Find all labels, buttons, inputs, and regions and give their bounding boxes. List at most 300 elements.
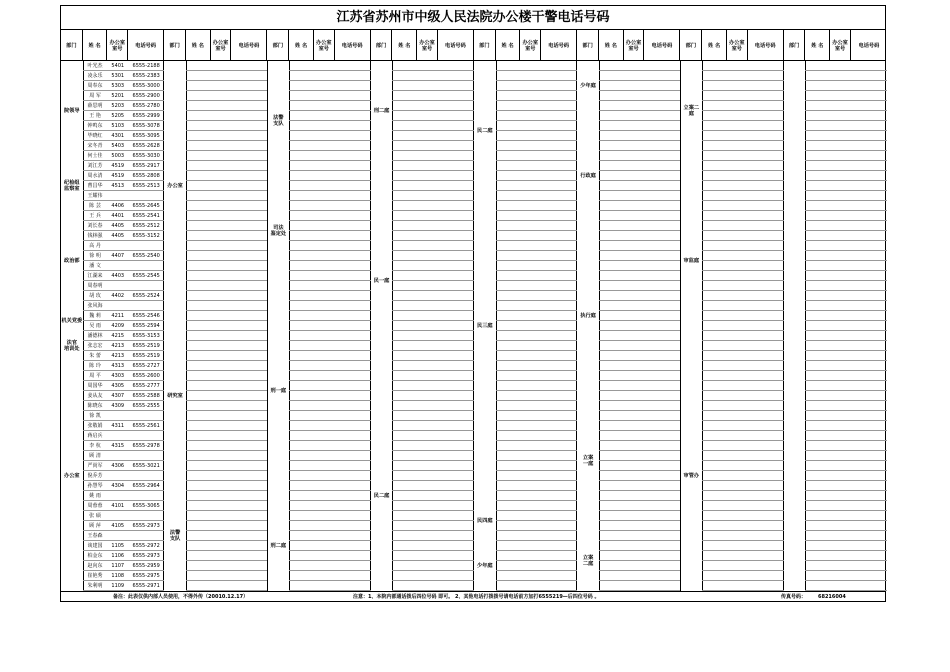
page-title: 江苏省苏州市中级人民法院办公楼干警电话号码 — [61, 6, 885, 30]
table-row — [805, 241, 887, 251]
table-row — [392, 531, 474, 541]
table-row — [186, 141, 268, 151]
table-row — [289, 421, 371, 431]
table-row — [599, 171, 681, 181]
table-row — [496, 531, 578, 541]
table-row — [289, 361, 371, 371]
phone-cell: 6555-2541 — [132, 212, 160, 219]
name-cell: 张风海 — [87, 303, 103, 309]
table-row — [392, 491, 474, 501]
table-row — [83, 211, 165, 221]
table-row — [289, 291, 371, 301]
table-row — [496, 141, 578, 151]
phone-cell: 6555-2540 — [132, 252, 160, 259]
phone-cell — [128, 471, 164, 480]
table-row — [496, 551, 578, 561]
table-row — [83, 381, 165, 391]
table-row — [702, 281, 784, 291]
table-row — [289, 311, 371, 321]
room-cell: 1105 — [111, 542, 125, 549]
phone-cell: 6555-2900 — [132, 92, 160, 99]
name-cell: 姚 雨 — [89, 493, 101, 499]
phone-cell: 6555-3021 — [132, 462, 160, 469]
table-row — [496, 571, 578, 581]
table-row — [599, 211, 681, 221]
table-row — [186, 261, 268, 271]
table-row — [186, 521, 268, 531]
table-row — [83, 71, 165, 81]
name-cell: 顾 清 — [89, 453, 101, 459]
table-row — [805, 471, 887, 481]
table-row — [496, 331, 578, 341]
table-row — [186, 231, 268, 241]
column-group — [61, 61, 164, 591]
table-row — [83, 81, 165, 91]
header-cell: 电话号码 — [644, 30, 680, 61]
table-row — [186, 91, 268, 101]
table-row — [805, 491, 887, 501]
dept-label: 机关党委 — [61, 318, 83, 324]
header-cell: 部门 — [784, 30, 806, 61]
table-row — [186, 411, 268, 421]
table-row — [83, 521, 165, 531]
room-cell: 5205 — [111, 112, 125, 119]
table-row — [599, 111, 681, 121]
table-row — [805, 311, 887, 321]
room-cell: 4305 — [111, 382, 125, 389]
table-row — [496, 111, 578, 121]
table-row — [496, 201, 578, 211]
room-cell: 5003 — [111, 152, 125, 159]
table-row — [702, 391, 784, 401]
table-row — [805, 421, 887, 431]
table-row — [805, 331, 887, 341]
table-row — [392, 291, 474, 301]
table-row — [805, 181, 887, 191]
table-row — [289, 371, 371, 381]
table-row — [392, 541, 474, 551]
room-cell: 5203 — [111, 102, 125, 109]
table-row — [805, 261, 887, 271]
table-row — [702, 351, 784, 361]
table-row — [599, 451, 681, 461]
table-row — [83, 451, 165, 461]
table-row — [702, 161, 784, 171]
column-group — [371, 61, 474, 591]
table-row — [186, 211, 268, 221]
dept-label: 法官 培训处 — [64, 340, 80, 352]
dept-label: 少年庭 — [477, 563, 493, 569]
table-row — [702, 61, 784, 71]
table-row — [702, 521, 784, 531]
table-row — [496, 181, 578, 191]
table-row — [392, 211, 474, 221]
header-cell: 部门 — [164, 30, 186, 61]
room-cell — [107, 411, 128, 420]
name-cell: 何士佳 — [87, 153, 103, 159]
footer-note-mid: 注意：1、本院内部通话拨后四位号码 即可。 2、其他电话打拨拨号请电话前方加打6555219—后四位号码 。 — [353, 594, 600, 600]
table-row — [289, 411, 371, 421]
room-cell: 4307 — [111, 392, 125, 399]
table-row — [496, 431, 578, 441]
table-row — [289, 101, 371, 111]
table-row — [392, 351, 474, 361]
table-row — [599, 401, 681, 411]
table-row — [83, 551, 165, 561]
table-row — [805, 531, 887, 541]
table-row — [83, 511, 165, 521]
table-row — [289, 441, 371, 451]
table-row — [496, 231, 578, 241]
table-row — [289, 561, 371, 571]
room-cell: 1109 — [111, 582, 125, 589]
dept-label: 纪检组 监察室 — [64, 180, 80, 192]
table-row — [599, 371, 681, 381]
name-cell: 刘长春 — [87, 223, 103, 229]
name-cell: 潘德林 — [87, 333, 103, 339]
table-row — [702, 201, 784, 211]
room-cell: 4304 — [111, 482, 125, 489]
name-cell: 周水清 — [87, 173, 103, 179]
phone-cell — [128, 511, 164, 520]
name-cell: 王 艳 — [89, 113, 101, 119]
table-row — [496, 71, 578, 81]
table-row — [496, 281, 578, 291]
table-row — [805, 481, 887, 491]
table-row — [392, 251, 474, 261]
table-row — [496, 341, 578, 351]
table-row — [805, 501, 887, 511]
name-cell: 周 平 — [89, 373, 101, 379]
table-row — [805, 101, 887, 111]
name-cell: 顾 萍 — [89, 523, 101, 529]
table-row — [599, 421, 681, 431]
phone-cell — [128, 411, 164, 420]
table-row — [496, 261, 578, 271]
phone-cell: 6555-3000 — [132, 82, 160, 89]
table-row — [805, 191, 887, 201]
fax-number: 68216004 — [818, 594, 846, 600]
table-row — [186, 401, 268, 411]
table-row — [83, 351, 165, 361]
table-row — [599, 571, 681, 581]
table-row — [496, 311, 578, 321]
table-row — [805, 441, 887, 451]
dept-label: 民二庭 — [477, 128, 493, 134]
table-row — [392, 561, 474, 571]
table-row — [83, 151, 165, 161]
table-row — [289, 431, 371, 441]
table-row — [599, 161, 681, 171]
table-row — [289, 521, 371, 531]
room-cell: 4301 — [111, 132, 125, 139]
table-row — [702, 481, 784, 491]
phone-cell: 6555-2975 — [132, 572, 160, 579]
table-row — [496, 211, 578, 221]
table-row — [289, 111, 371, 121]
table-row — [392, 361, 474, 371]
phone-cell: 6555-2917 — [132, 162, 160, 169]
table-row — [599, 511, 681, 521]
table-row — [496, 391, 578, 401]
table-row — [496, 371, 578, 381]
room-cell — [107, 191, 128, 200]
phone-cell: 6555-2383 — [132, 72, 160, 79]
dept-label: 研究室 — [167, 393, 183, 399]
table-row — [496, 451, 578, 461]
name-cell: 胡 玫 — [89, 293, 101, 299]
table-row — [186, 71, 268, 81]
table-row — [702, 371, 784, 381]
table-row — [186, 181, 268, 191]
table-row — [186, 221, 268, 231]
header-cell: 部门 — [577, 30, 599, 61]
dept-label: 院领导 — [64, 108, 80, 114]
table-row — [702, 441, 784, 451]
table-row — [702, 101, 784, 111]
table-row — [496, 581, 578, 591]
table-row — [83, 501, 165, 511]
header-cell: 姓 名 — [702, 30, 727, 61]
table-row — [392, 261, 474, 271]
table-row — [599, 561, 681, 571]
table-row — [83, 491, 165, 501]
table-row — [392, 271, 474, 281]
name-cell: 钱林强 — [87, 233, 103, 239]
room-cell: 1107 — [111, 562, 125, 569]
name-cell: 陈 玲 — [89, 363, 101, 369]
phone-cell: 6555-2959 — [132, 562, 160, 569]
table-row — [289, 241, 371, 251]
phone-cell: 6555-2777 — [132, 382, 160, 389]
table-row — [496, 191, 578, 201]
table-row — [599, 431, 681, 441]
table-row — [702, 501, 784, 511]
table-row — [805, 141, 887, 151]
table-row — [392, 451, 474, 461]
phone-cell: 6555-2645 — [132, 202, 160, 209]
header-cell: 办公室 室号 — [727, 30, 748, 61]
name-cell: 高 丹 — [89, 243, 101, 249]
room-cell: 4209 — [111, 322, 125, 329]
phone-cell: 6555-2973 — [132, 552, 160, 559]
dept-label: 民三庭 — [477, 323, 493, 329]
table-row — [599, 481, 681, 491]
table-row — [83, 191, 165, 201]
table-row — [392, 141, 474, 151]
table-row — [289, 461, 371, 471]
table-row — [83, 441, 165, 451]
header-cell: 姓 名 — [805, 30, 830, 61]
name-cell: 吴 雨 — [89, 323, 101, 329]
table-row — [805, 171, 887, 181]
table-row — [186, 581, 268, 591]
header-cell: 部门 — [268, 30, 290, 61]
table-row — [289, 181, 371, 191]
room-cell: 4313 — [111, 362, 125, 369]
table-row — [805, 161, 887, 171]
table-row — [392, 191, 474, 201]
table-row — [702, 231, 784, 241]
name-cell: 倪乔芳 — [87, 473, 103, 479]
table-row — [392, 111, 474, 121]
phone-cell — [128, 241, 164, 250]
room-cell: 4105 — [111, 522, 125, 529]
table-row — [392, 81, 474, 91]
name-cell: 朱利明 — [87, 583, 103, 589]
phone-cell: 6555-2513 — [132, 182, 160, 189]
phone-cell — [128, 281, 164, 290]
table-row — [599, 541, 681, 551]
table-row — [805, 431, 887, 441]
table-row — [496, 501, 578, 511]
name-cell: 王耀伟 — [87, 193, 103, 199]
table-row — [83, 361, 165, 371]
table-row — [599, 461, 681, 471]
name-cell: 宋冬青 — [87, 143, 103, 149]
table-row — [599, 201, 681, 211]
table-row — [805, 381, 887, 391]
table-row — [702, 581, 784, 591]
table-row — [289, 401, 371, 411]
header-cell: 姓 名 — [83, 30, 108, 61]
table-row — [599, 261, 681, 271]
table-row — [702, 181, 784, 191]
table-row — [289, 271, 371, 281]
table-row — [392, 401, 474, 411]
phone-cell: 6555-3153 — [132, 332, 160, 339]
dept-label: 少年庭 — [580, 83, 596, 89]
dept-label: 法警 支队 — [273, 115, 284, 127]
table-row — [392, 121, 474, 131]
table-row — [599, 501, 681, 511]
table-row — [186, 441, 268, 451]
table-row — [599, 241, 681, 251]
phone-cell: 6555-2964 — [132, 482, 160, 489]
table-row — [702, 331, 784, 341]
footer-note-left: 备注：此表仅供内部人员使用，不得外传（20010.12.17） — [113, 594, 249, 600]
dept-label: 审监庭 — [683, 258, 700, 264]
table-row — [83, 301, 165, 311]
table-row — [805, 461, 887, 471]
table-row — [599, 191, 681, 201]
table-row — [496, 511, 578, 521]
table-row — [289, 231, 371, 241]
dept-label: 刑一庭 — [270, 388, 287, 394]
table-row — [805, 371, 887, 381]
table-row — [496, 251, 578, 261]
table-row — [186, 341, 268, 351]
table-row — [599, 231, 681, 241]
room-cell: 4519 — [111, 162, 125, 169]
room-cell: 1106 — [111, 552, 125, 559]
header-row — [61, 30, 885, 61]
table-row — [186, 541, 268, 551]
table-row — [83, 131, 165, 141]
table-row — [496, 471, 578, 481]
phone-cell: 6555-2512 — [132, 222, 160, 229]
table-row — [83, 171, 165, 181]
table-row — [599, 141, 681, 151]
table-row — [186, 291, 268, 301]
table-row — [599, 81, 681, 91]
room-cell: 4306 — [111, 462, 125, 469]
table-row — [496, 351, 578, 361]
table-row — [702, 91, 784, 101]
table-row — [186, 241, 268, 251]
table-row — [702, 461, 784, 471]
table-row — [805, 81, 887, 91]
table-row — [805, 271, 887, 281]
table-row — [83, 291, 165, 301]
room-cell: 1108 — [111, 572, 125, 579]
table-row — [702, 511, 784, 521]
table-row — [496, 171, 578, 181]
table-row — [392, 181, 474, 191]
table-row — [392, 151, 474, 161]
table-row — [599, 351, 681, 361]
table-row — [83, 541, 165, 551]
table-row — [702, 171, 784, 181]
table-row — [805, 411, 887, 421]
header-cell: 电话号码 — [438, 30, 474, 61]
dept-label: 立案 二庭 — [582, 555, 594, 567]
phone-cell: 6555-2727 — [132, 362, 160, 369]
table-row — [805, 451, 887, 461]
table-row — [702, 421, 784, 431]
phone-cell — [128, 261, 164, 270]
room-cell: 5403 — [111, 142, 125, 149]
table-row — [496, 541, 578, 551]
table-row — [186, 81, 268, 91]
table-row — [289, 71, 371, 81]
phone-cell: 6555-2588 — [132, 392, 160, 399]
table-row — [496, 301, 578, 311]
column-group — [681, 61, 784, 591]
table-row — [496, 291, 578, 301]
table-row — [392, 241, 474, 251]
dept-label: 刑二庭 — [373, 108, 390, 114]
room-cell: 4309 — [111, 402, 125, 409]
table-row — [83, 181, 165, 191]
table-row — [83, 61, 165, 71]
table-row — [496, 241, 578, 251]
table-row — [289, 531, 371, 541]
table-row — [496, 401, 578, 411]
table-row — [289, 141, 371, 151]
phone-cell: 6555-2600 — [132, 372, 160, 379]
table-row — [599, 491, 681, 501]
room-cell: 4303 — [111, 372, 125, 379]
table-row — [805, 341, 887, 351]
table-row — [289, 221, 371, 231]
table-row — [702, 131, 784, 141]
table-row — [83, 251, 165, 261]
table-row — [83, 241, 165, 251]
table-row — [496, 411, 578, 421]
table-row — [599, 301, 681, 311]
table-row — [392, 161, 474, 171]
table-row — [496, 461, 578, 471]
table-row — [702, 241, 784, 251]
name-cell: 严尚军 — [87, 463, 103, 469]
table-row — [805, 521, 887, 531]
room-cell: 4311 — [111, 422, 125, 429]
table-row — [599, 411, 681, 421]
room-cell: 5401 — [111, 62, 125, 69]
table-row — [83, 321, 165, 331]
table-row — [392, 321, 474, 331]
